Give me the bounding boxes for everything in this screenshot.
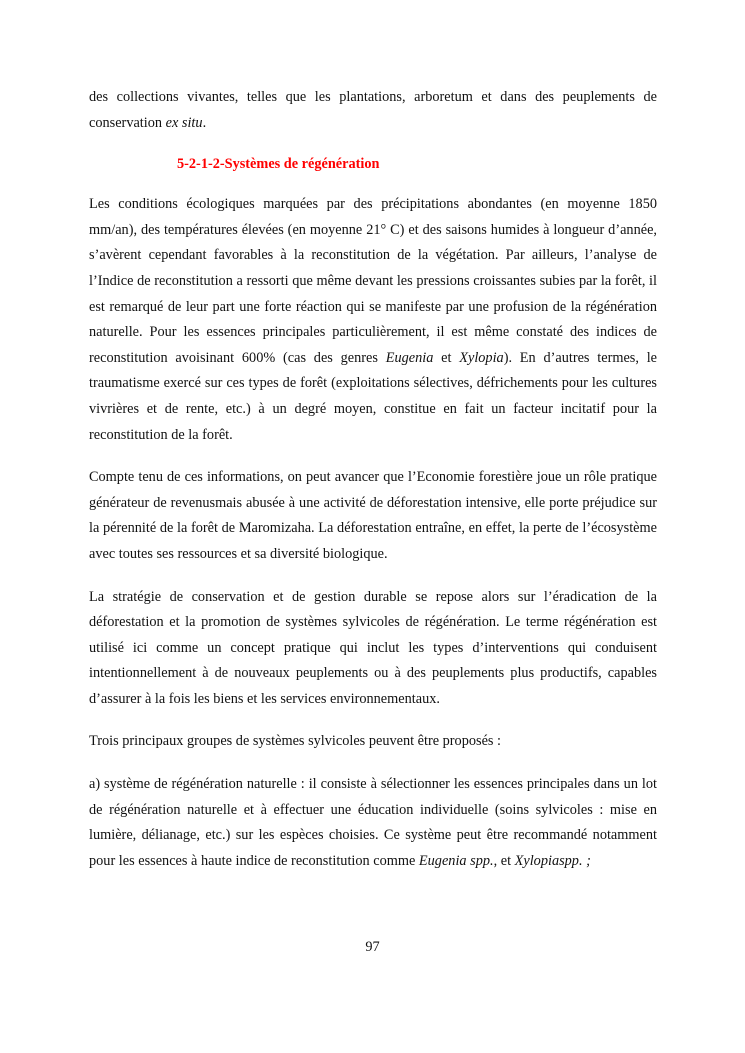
paragraph-three-groups: Trois principaux groupes de systèmes sylvicoles peuvent être proposés :: [89, 733, 502, 750]
paragraph-text: , et: [493, 852, 515, 869]
paragraph-text: et: [433, 349, 460, 366]
italic-term: Eugenia: [385, 349, 434, 366]
paragraph-text: Les conditions écologiques marquées par des précipitations abondantes (en moyenne 1850 mm/an), des températures élevées (en moyenne 21° C) et des saisons humides à longueur d’année, s’avèrent cependant favorables à la reconstitution de la végétation. Par ailleurs, l’analyse de l’Indice de reconstitution a ressorti que même devant les pressions croissantes subies par la forêt, il est remarqué de leur part une forte réaction qui se manifeste par une profusion de la régénération naturelle. Pour les essences principales particulièrement, il est même constaté des indices de reconstitution avoisinant 600% (cas des genres: [89, 196, 657, 366]
paragraph-text: ). En d’autres termes, le traumatisme exercé sur ces types de forêt (exploitations sélectives, défrichements pour les cultures vivrières et de rente, etc.) à un degré moyen, constitue en fait un facteur incitatif pour la reconstitution de la forêt.: [89, 349, 658, 443]
italic-term: ex situ: [165, 114, 203, 131]
paragraph-conservation-strategy: La stratégie de conservation et de gestion durable se repose alors sur l’éradication de la déforestation et la promotion de systèmes sylvicoles de régénération. Le terme régénération est utilisé ici comme un concept pratique qui inclut les types d’interventions qui conduisent intentionnellement à de nouveaux peuplements ou à des peuplements plus productifs, capables d’assurer à la fois les biens et les services environnementaux.: [89, 588, 657, 707]
paragraph-text: des collections vivantes, telles que les plantations, arboretum et dans des peuplements de conservation: [89, 89, 657, 131]
paragraph-natural-regeneration: [89, 772, 657, 874]
paragraph-forest-economy: Compte tenu de ces informations, on peut avancer que l’Economie forestière joue un rôle pratique générateur de revenusmais abusée à une activité de déforestation intensive, elle porte préjudice sur la pérennité de la forêt de Maromizaha. La déforestation entraîne, en effet, la perte de l’écosystème avec toutes ses ressources et sa diversité biologique.: [89, 469, 657, 562]
page-number: 97: [365, 939, 380, 955]
paragraph-continuation: [89, 85, 657, 136]
italic-term: Xylopia: [459, 349, 504, 366]
paragraph-ecological-conditions: [89, 192, 657, 448]
italic-term: Eugenia spp.: [418, 852, 494, 869]
document-body: [89, 85, 657, 874]
section-heading: 5-2-1-2-Systèmes de régénération: [177, 156, 380, 173]
italic-term: Xylopiaspp. ;: [514, 852, 591, 869]
paragraph-text: a) système de régénération naturelle : il consiste à sélectionner les essences principales dans un lot de régénération naturelle et à effectuer une éducation individuelle (soins sylvicoles : mise en lumière, délianage, etc.) sur les espèces choisies. Ce système peut être recommandé notamment pour les essences à haute indice de reconstitution comme: [89, 776, 657, 869]
paragraph-text: .: [202, 114, 207, 131]
